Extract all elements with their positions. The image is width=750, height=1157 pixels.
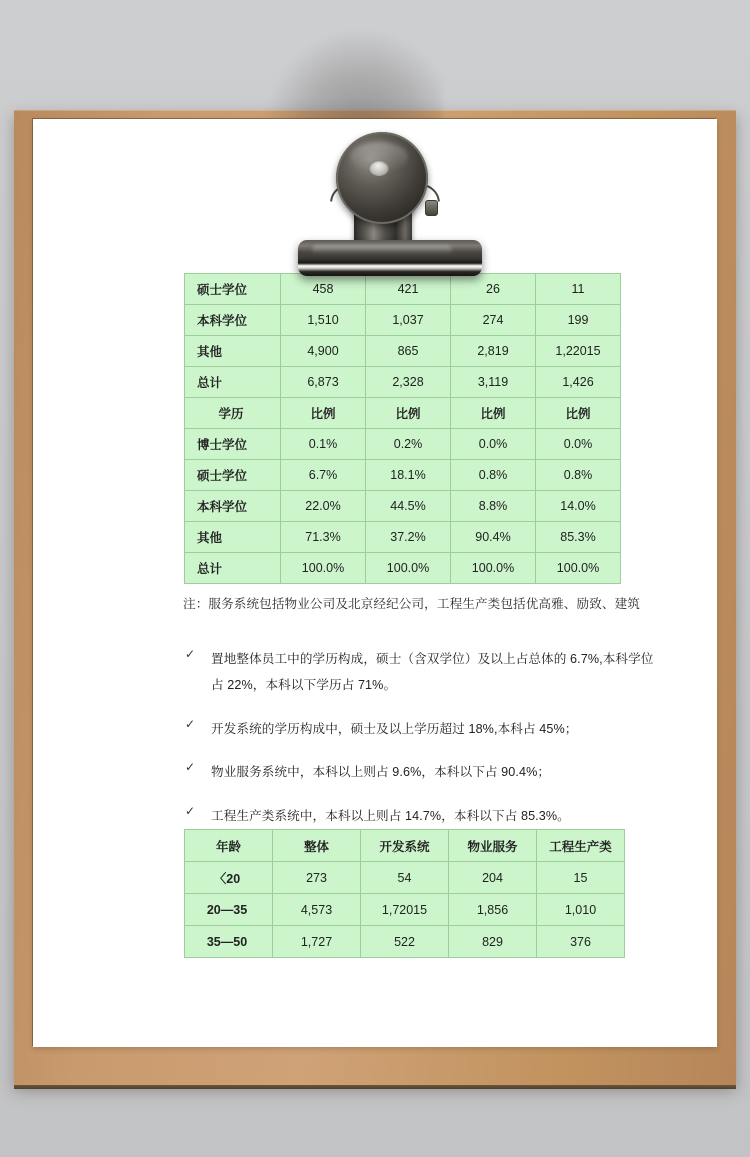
- clipboard-board: [14, 110, 736, 1085]
- cell: 1,22015: [536, 336, 621, 367]
- cell: 6,873: [281, 367, 366, 398]
- column-header: 比例: [451, 398, 536, 429]
- list-item: [183, 646, 661, 699]
- cell: 2,328: [366, 367, 451, 398]
- cell: 1,510: [281, 305, 366, 336]
- cell: 85.3%: [536, 522, 621, 553]
- table-row: [185, 460, 621, 491]
- cell: 3,119: [451, 367, 536, 398]
- column-header: 学历: [185, 398, 281, 429]
- list-item: [183, 716, 661, 742]
- age-distribution-table: [184, 829, 625, 958]
- table1-body: [185, 274, 621, 584]
- cell: 1,856: [449, 894, 537, 926]
- table2-container: [184, 829, 625, 958]
- row-label: 博士学位: [185, 429, 281, 460]
- clip-pin: [425, 200, 438, 216]
- column-header: 比例: [281, 398, 366, 429]
- bullet-list: [183, 646, 661, 846]
- table-row: [185, 429, 621, 460]
- row-label: 本科学位: [185, 305, 281, 336]
- table-row: [185, 894, 625, 926]
- cell: 522: [361, 926, 449, 958]
- column-header: 整体: [273, 830, 361, 862]
- cell: 2,819: [451, 336, 536, 367]
- table-row: [185, 491, 621, 522]
- cell: 6.7%: [281, 460, 366, 491]
- cell: 26: [451, 274, 536, 305]
- bulldog-clip: [290, 132, 490, 282]
- cell: 1,426: [536, 367, 621, 398]
- education-composition-table: [184, 273, 621, 584]
- table-footnote: 注：服务系统包括物业公司及北京经纪公司，工程生产类包括优高雅、励致、建筑: [183, 597, 640, 611]
- cell: 11: [536, 274, 621, 305]
- column-header: 工程生产类: [537, 830, 625, 862]
- cell: 273: [273, 862, 361, 894]
- column-header: 年龄: [185, 830, 273, 862]
- cell: 204: [449, 862, 537, 894]
- cell: 0.1%: [281, 429, 366, 460]
- cell: 1,037: [366, 305, 451, 336]
- list-item-text: 工程生产类系统中，本科以上则占 14.7%，本科以下占 85.3%。: [211, 808, 570, 823]
- column-header: 比例: [366, 398, 451, 429]
- column-header: 比例: [536, 398, 621, 429]
- row-label: 本科学位: [185, 491, 281, 522]
- table-row: [185, 305, 621, 336]
- cell: 199: [536, 305, 621, 336]
- list-item-text: 物业服务系统中，本科以上则占 9.6%，本科以下占 90.4%；: [211, 765, 551, 780]
- cell: 1,72015: [361, 894, 449, 926]
- cell: 15: [537, 862, 625, 894]
- table-row: [185, 553, 621, 584]
- list-item-text: 置地整体员工中的学历构成，硕士（含双学位）及以上占总体的 6.7%,本科学位占 22%，本科以下学历占 71%。: [211, 652, 654, 693]
- cell: 8.8%: [451, 491, 536, 522]
- table2-body: [185, 862, 625, 958]
- cell: 0.0%: [451, 429, 536, 460]
- row-label: 其他: [185, 336, 281, 367]
- cell: 18.1%: [366, 460, 451, 491]
- cell: 829: [449, 926, 537, 958]
- table-header-row: [185, 398, 621, 429]
- list-item: [183, 759, 661, 785]
- cell: 22.0%: [281, 491, 366, 522]
- cell: 54: [361, 862, 449, 894]
- cell: 4,573: [273, 894, 361, 926]
- cell: 1,010: [537, 894, 625, 926]
- row-label: 总计: [185, 367, 281, 398]
- cell: 100.0%: [281, 553, 366, 584]
- cell: 421: [366, 274, 451, 305]
- cell: 865: [366, 336, 451, 367]
- checkmark-icon: ✓: [185, 716, 196, 731]
- table2-head: [185, 830, 625, 862]
- table-header-row: [185, 830, 625, 862]
- cell: 376: [537, 926, 625, 958]
- table-row: [185, 367, 621, 398]
- cell: 0.2%: [366, 429, 451, 460]
- checkmark-icon: ✓: [185, 760, 196, 775]
- table-row: [185, 926, 625, 958]
- cell: 44.5%: [366, 491, 451, 522]
- row-label: 硕士学位: [185, 460, 281, 491]
- cell: 71.3%: [281, 522, 366, 553]
- checkmark-icon: ✓: [185, 647, 196, 661]
- cell: 0.0%: [536, 429, 621, 460]
- list-item: [183, 803, 661, 829]
- table1-container: [184, 273, 621, 584]
- row-label: 其他: [185, 522, 281, 553]
- cell: 274: [451, 305, 536, 336]
- cell: 0.8%: [536, 460, 621, 491]
- column-header: 开发系统: [361, 830, 449, 862]
- row-label: 〈20: [185, 862, 273, 894]
- table-row: [185, 522, 621, 553]
- clip-disc-hole: [369, 160, 389, 176]
- cell: 4,900: [281, 336, 366, 367]
- table-row: [185, 862, 625, 894]
- checkmark-icon: ✓: [185, 803, 196, 818]
- cell: 458: [281, 274, 366, 305]
- list-item-text: 开发系统的学历构成中，硕士及以上学历超过 18%,本科占 45%；: [211, 721, 578, 736]
- cell: 0.8%: [451, 460, 536, 491]
- cell: 1,727: [273, 926, 361, 958]
- row-label: 硕士学位: [185, 274, 281, 305]
- cell: 14.0%: [536, 491, 621, 522]
- cell: 100.0%: [536, 553, 621, 584]
- table-row: [185, 336, 621, 367]
- row-label: 总计: [185, 553, 281, 584]
- row-label: 20—35: [185, 894, 273, 926]
- column-header: 物业服务: [449, 830, 537, 862]
- cell: 90.4%: [451, 522, 536, 553]
- clip-bar-highlight: [312, 245, 452, 255]
- cell: 100.0%: [451, 553, 536, 584]
- cell: 37.2%: [366, 522, 451, 553]
- cell: 100.0%: [366, 553, 451, 584]
- row-label: 35—50: [185, 926, 273, 958]
